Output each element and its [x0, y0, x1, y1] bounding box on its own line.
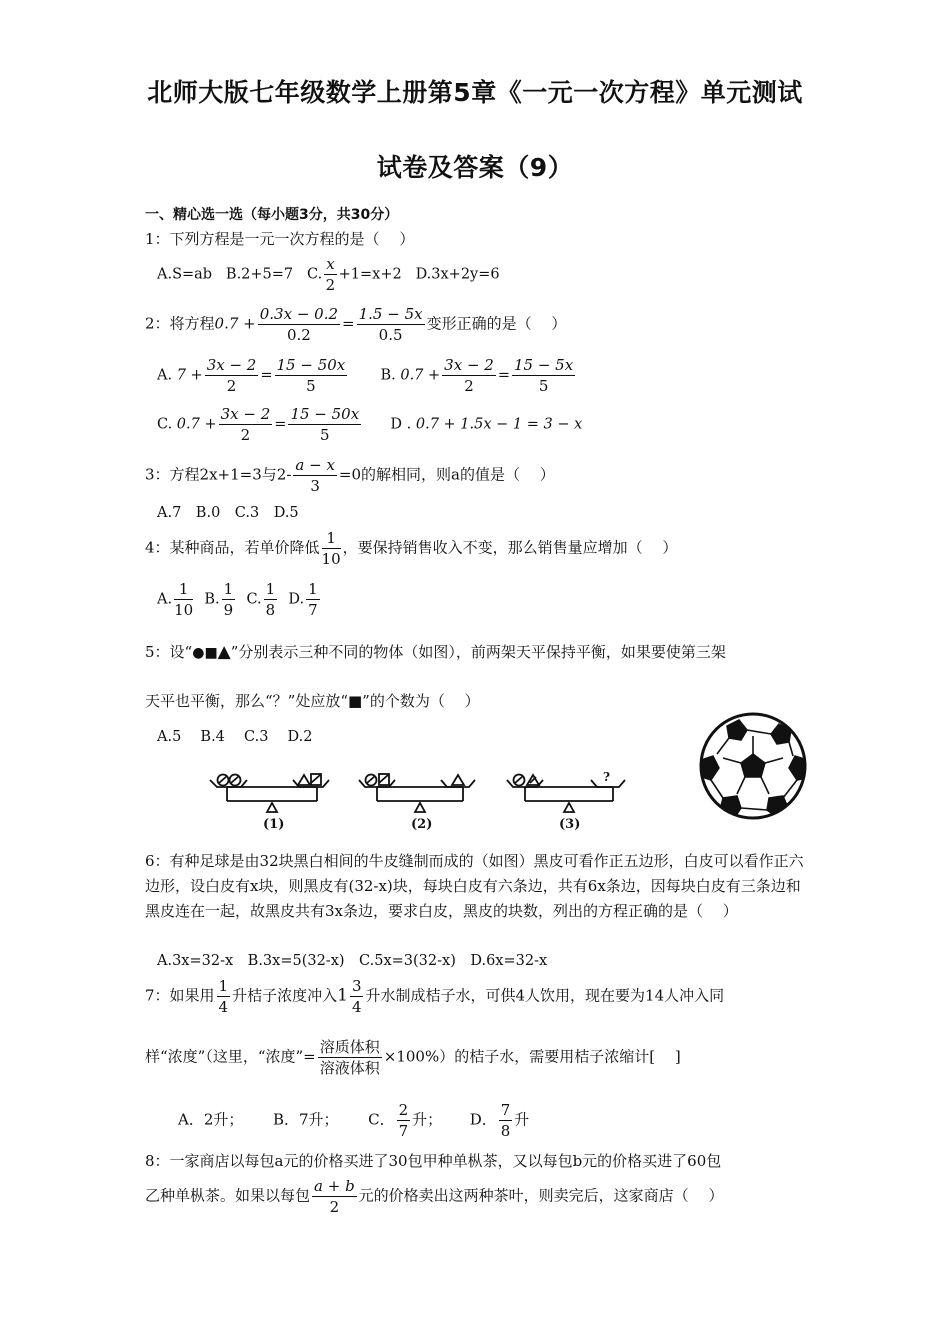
- q7-f2-num: 3: [351, 977, 362, 995]
- q5-symbols: [192, 642, 231, 662]
- scale-2-label: (2): [411, 817, 433, 832]
- q2-options-ab: A. 7 + $\frac{3x - 2}{2}$ = $\frac{15 - 50x}{5}$ B. 0.7 + $\frac{3x - 2}{2}$ = $\frac{15 - 5x}{5}$: [157, 356, 574, 395]
- section-heading: 一、精心选一选（每小题3分，共30分）: [145, 207, 399, 223]
- q1-option-c-fraction: [324, 254, 336, 295]
- q2-c-num1: 3x − 2: [220, 405, 271, 423]
- q7-stem: [145, 976, 724, 1017]
- q8-num: a + b: [314, 1177, 355, 1195]
- q4-a-num: 1: [174, 579, 193, 600]
- balance-scales-figure: [205, 765, 645, 837]
- q2-b-frac2: [512, 355, 575, 396]
- q7-option-b: B．7升；: [272, 1110, 339, 1129]
- q2-options-cd: C. 0.7 + $\frac{3x - 2}{2}$ = $\frac{15 - 50x}{5}$ D . 0.7 + 1.5x − 1 = 3 − x: [157, 405, 583, 444]
- q2-eq-frac2: [357, 304, 425, 345]
- q7-line2-pre: 样“浓度”（这里，“浓度”=: [145, 1047, 316, 1066]
- q7-concentration-frac: [318, 1037, 382, 1078]
- q7-d-frac: [499, 1100, 513, 1141]
- q7-c-num: 2: [398, 1101, 409, 1119]
- q1-options: [157, 254, 500, 295]
- q7-frac1: [217, 976, 231, 1017]
- q7-f1-num: 1: [218, 977, 229, 995]
- q8-fraction: [312, 1176, 357, 1217]
- q4-d-num: 1: [308, 580, 318, 598]
- scale-3-label: (3): [559, 817, 581, 832]
- q2-eq-frac1: [258, 304, 340, 345]
- q2-eq-den2: 0.5: [378, 326, 403, 344]
- q2-c-den1: 2: [240, 426, 251, 444]
- q2-d-expr: 0.7 + 1.5x − 1 = 3 − x: [415, 416, 583, 433]
- q8-line2-pre: 乙种单枞茶。如果以每包: [145, 1186, 311, 1205]
- q4-den: 10: [321, 550, 341, 568]
- q7-line2-post: ）的桔子水，需要用桔子浓缩计[ ]: [439, 1047, 681, 1066]
- q2-a-den1: 2: [226, 377, 237, 395]
- q4-c-den: 8: [265, 601, 276, 619]
- q7-conc-den: 溶液体积: [319, 1059, 380, 1077]
- q2-b-den1: 2: [464, 377, 474, 395]
- q7-c-label: C．: [368, 1110, 395, 1129]
- q4-stem-post: ，要保持销售收入不变，那么销售量应增加（ ）: [342, 538, 678, 557]
- q7-f1-den: 4: [218, 998, 229, 1016]
- q1-option-c-label: C.: [307, 266, 323, 283]
- q7-c-den: 7: [398, 1122, 409, 1140]
- q6-options: A.3x=32-x B.3x=5(32-x) C.5x=3(32-x) D.6x=32-x: [157, 953, 548, 969]
- q7-frac2: [350, 976, 364, 1017]
- q7-f2-den: 4: [351, 998, 362, 1016]
- q4-fraction: [322, 528, 341, 569]
- q2-eq-num2: 1.5 − 5x: [358, 305, 423, 323]
- scale-1: [210, 774, 329, 812]
- q2-c-den2: 5: [320, 426, 330, 444]
- soccer-ball-icon: [697, 710, 809, 822]
- q1-option-c-rest: +1=x+2: [338, 266, 402, 283]
- q7-conc-post: ×100%: [383, 1047, 440, 1066]
- q4-options: [157, 579, 322, 620]
- q3-stem-pre: 3：方程2x+1=3与2-: [145, 465, 292, 484]
- q2-b-lead: 0.7 +: [400, 367, 441, 384]
- q1-c-num: x: [326, 255, 335, 273]
- q8-stem-2: [145, 1176, 723, 1217]
- q7-stem-mid1: 升桔子浓度冲入: [232, 986, 338, 1005]
- q2-b-frac1: [442, 355, 496, 396]
- q2-a-label: A.: [157, 367, 173, 384]
- q3-stem: [145, 455, 555, 496]
- q4-b-num: 1: [223, 580, 234, 598]
- q3-num: a − x: [295, 456, 335, 474]
- q7-d-label: D．: [469, 1110, 497, 1129]
- q8-line2-post: 元的价格卖出这两种茶叶，则卖完后，这家商店（ ）: [358, 1186, 724, 1205]
- q1-c-den: 2: [325, 276, 336, 294]
- scale-1-label: (1): [263, 817, 285, 832]
- q5-stem-2: 天平也平衡，那么“？”处应放“■”的个数为（ ）: [145, 692, 480, 710]
- q4-d-label: D.: [288, 591, 305, 608]
- q2-eq-lead: 0.7 +: [214, 314, 256, 333]
- q4-d-frac: [306, 579, 320, 620]
- q7-c-frac: [397, 1100, 411, 1141]
- q2-b-num2: 15 − 5x: [513, 356, 574, 374]
- q8-den: 2: [329, 1198, 340, 1216]
- q5-stem-post: ”分别表示三种不同的物体（如图），前两架天平保持平衡，如果要使第三架: [230, 643, 726, 661]
- q7-mixed-whole: 1: [337, 985, 348, 1006]
- q3-stem-post: =0的解相同，则a的值是（ ）: [338, 465, 555, 484]
- q7-d-num: 7: [500, 1101, 511, 1119]
- q1-option-d: D.3x+2y=6: [415, 266, 500, 283]
- q4-b-label: B.: [204, 591, 220, 608]
- title-line-1: 北师大版七年级数学上册第5章《一元一次方程》单元测试: [147, 78, 803, 107]
- q2-b-label: B.: [380, 367, 396, 384]
- q5-options: A.5 B.4 C.3 D.2: [157, 729, 313, 745]
- q1-option-a: A.S=ab: [157, 266, 213, 283]
- q4-a-den: 10: [174, 601, 194, 619]
- q4-c-num: 1: [265, 580, 276, 598]
- q7-c-unit: 升；: [412, 1110, 443, 1129]
- q2-a-num1: 3x − 2: [206, 356, 257, 374]
- q4-stem-pre: 4：某种商品，若单价降低: [145, 538, 320, 557]
- q2-b-den2: 5: [538, 377, 549, 395]
- q4-num: 1: [322, 528, 341, 549]
- scale-3-question-mark: ?: [603, 770, 611, 784]
- q7-conc-num: 溶质体积: [319, 1038, 380, 1056]
- q2-d-label: D .: [390, 416, 412, 433]
- q7-stem-pre: 7：如果用: [145, 986, 215, 1005]
- scale-2: [359, 774, 475, 812]
- title-line-2: 试卷及答案（9）: [376, 153, 574, 182]
- q5-stem-pre: 5：设“: [145, 643, 193, 661]
- q8-stem: 8：一家商店以每包a元的价格买进了30包甲种单枞茶，又以每包b元的价格买进了60包: [145, 1152, 722, 1170]
- q1-stem: 1：下列方程是一元一次方程的是（ ）: [145, 230, 415, 248]
- q2-c-label: C.: [157, 416, 173, 433]
- q2-a-frac1: [205, 355, 259, 396]
- q3-den: 3: [310, 477, 320, 495]
- q3-options: A.7 B.0 C.3 D.5: [157, 505, 299, 521]
- q4-b-frac: [222, 579, 236, 620]
- q2-eq-equals: =: [342, 314, 355, 333]
- triangle-icon: ▲: [217, 642, 231, 662]
- q2-c-num2: 15 − 50x: [290, 405, 360, 423]
- q2-b-num1: 3x − 2: [444, 356, 494, 374]
- circle-icon: ●: [192, 645, 205, 661]
- q4-d-den: 7: [308, 601, 318, 619]
- q2-stem-pre: 2：将方程: [145, 314, 215, 333]
- q7-option-a: A．2升；: [178, 1110, 244, 1129]
- q4-a-label: A.: [157, 591, 173, 608]
- q2-c-lead: 0.7 +: [176, 416, 217, 433]
- q7-options: [178, 1100, 529, 1141]
- q5-stem: [145, 642, 726, 663]
- q4-c-frac: [264, 579, 278, 620]
- q2-a-den2: 5: [306, 377, 316, 395]
- q3-fraction: [293, 455, 337, 496]
- q1-option-b: B.2+5=7: [225, 266, 294, 283]
- q2-c-frac2: [288, 404, 361, 445]
- q4-stem: [145, 528, 677, 569]
- q2-eq-den1: 0.2: [286, 326, 311, 344]
- q4-c-label: C.: [246, 591, 262, 608]
- q7-stem-2: [145, 1037, 681, 1078]
- q2-stem-post: 变形正确的是（ ）: [426, 314, 567, 333]
- q7-d-den: 8: [500, 1122, 511, 1140]
- square-icon: ■: [204, 645, 218, 661]
- q7-stem-mid2: 升水制成桔子水，可供4人饮用，现在要为14人冲入同: [365, 986, 725, 1005]
- q2-a-frac2: [275, 355, 348, 396]
- q7-d-unit: 升: [514, 1110, 530, 1129]
- q2-stem: [145, 304, 566, 345]
- q2-a-lead: 7 +: [176, 367, 203, 384]
- q2-eq-num1: 0.3x − 0.2: [259, 305, 339, 323]
- q4-a-frac: [174, 579, 193, 620]
- q2-c-frac1: [219, 404, 273, 445]
- q2-a-num2: 15 − 50x: [276, 356, 346, 374]
- q4-b-den: 9: [223, 601, 234, 619]
- q6-stem: 6：有种足球是由32块黑白相间的牛皮缝制而成的（如图）黑皮可看作正五边形，白皮可以看作正六边形，设白皮有x块，则黑皮有(32-x)块，每块白皮有六条边，共有6x条边，因每块白皮有三条边和黑皮连在一起，故黑皮共有3x条边，要求白皮，黑皮的块数，列出的方程正确的是（ ）: [145, 852, 804, 920]
